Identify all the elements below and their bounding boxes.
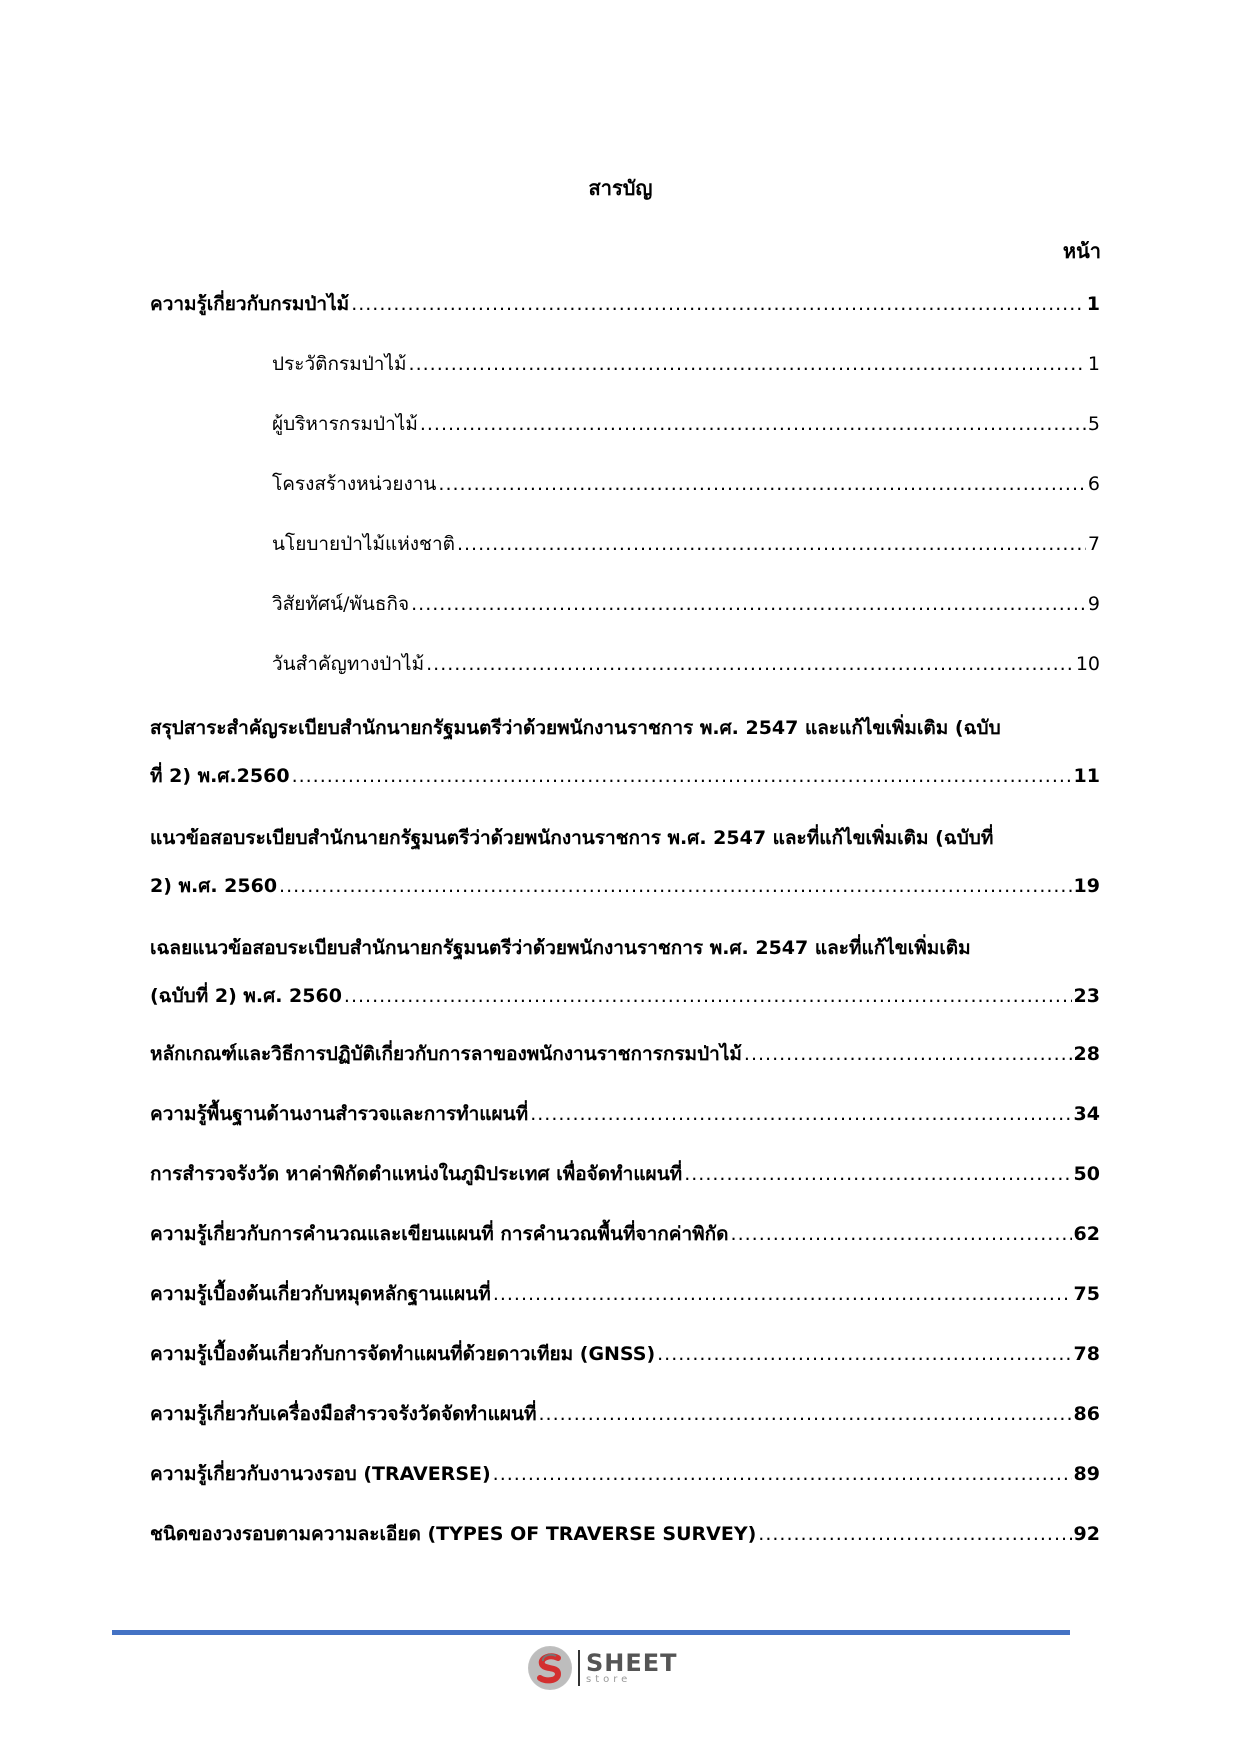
toc-sub-entry[interactable] [150,410,1100,438]
toc-entry-page: 23 [1073,985,1100,1007]
toc-entry-label: ความรู้เกี่ยวกับกรมป่าไม้ [150,293,350,315]
dot-leader [292,762,1072,790]
table-of-contents [150,290,1100,1580]
logo-divider [578,1650,580,1686]
toc-entry-label: 2) พ.ศ. 2560 [150,875,278,897]
toc-entry[interactable] [150,1040,1100,1068]
toc-entry[interactable] [150,1400,1100,1428]
toc-sub-entry[interactable] [150,530,1100,558]
dot-leader [539,1400,1072,1428]
toc-entry-page: 62 [1073,1223,1100,1245]
toc-entry[interactable] [150,1280,1100,1308]
toc-entry-label: ความรู้เบื้องต้นเกี่ยวกับหมุดหลักฐานแผนที่ [150,1283,491,1305]
toc-entry-label: ความรู้พื้นฐานด้านงานสำรวจและการทำแผนที่ [150,1103,529,1125]
page-number-column-header: หน้า [1062,239,1101,263]
dot-leader [530,1100,1071,1128]
toc-entry[interactable] [150,290,1100,318]
toc-entry-page: 5 [1087,413,1100,435]
dot-leader [493,1460,1072,1488]
toc-entry-page: 1 [1087,353,1100,375]
toc-entry-label: โครงสร้างหน่วยงาน [272,473,437,495]
toc-entry-label: ความรู้เกี่ยวกับงานวงรอบ (TRAVERSE) [150,1463,491,1485]
toc-entry[interactable] [150,1160,1100,1188]
toc-entry-page: 75 [1073,1283,1100,1305]
toc-entry[interactable] [150,820,1100,900]
toc-entry[interactable] [150,1220,1100,1248]
toc-sub-entry[interactable] [150,650,1100,678]
dot-leader [744,1040,1072,1068]
toc-entry-label: ผู้บริหารกรมป่าไม้ [272,413,418,435]
toc-entry-page: 6 [1087,473,1100,495]
toc-entry-page: 50 [1073,1163,1100,1185]
toc-entry-label: ความรู้เกี่ยวกับเครื่องมือสำรวจรังวัดจัดทำแผนที่ [150,1403,537,1425]
toc-sub-entry[interactable] [150,470,1100,498]
dot-leader [279,872,1072,900]
toc-entry-page: 7 [1087,533,1100,555]
logo-text [586,1651,678,1685]
toc-entry-page: 9 [1087,593,1100,615]
dot-leader [420,410,1086,438]
toc-entry-label: (ฉบับที่ 2) พ.ศ. 2560 [150,985,342,1007]
toc-sub-entry[interactable] [150,590,1100,618]
toc-entry-label: ประวัติกรมป่าไม้ [272,353,407,375]
dot-leader [409,350,1086,378]
toc-entry-page: 86 [1073,1403,1100,1425]
toc-entry-label: หลักเกณฑ์และวิธีการปฏิบัติเกี่ยวกับการลาของพนักงานราชการกรมป่าไม้ [150,1043,742,1065]
toc-entry[interactable] [150,1100,1100,1128]
dot-leader [411,590,1086,618]
toc-entry-label: ชนิดของวงรอบตามความละเอียด (TYPES OF TRAVERSE SURVEY) [150,1523,757,1545]
page-title: สารบัญ [588,176,653,200]
dot-leader [493,1280,1072,1308]
dot-leader [351,290,1085,318]
toc-entry-label-line1: สรุปสาระสำคัญระเบียบสำนักนายกรัฐมนตรีว่าด้วยพนักงานราชการ พ.ศ. 2547 และแก้ไขเพิ่มเติม (ฉบับ [150,717,1001,739]
toc-entry-label: การสำรวจรังวัด หาค่าพิกัดตำแหน่งในภูมิประเทศ เพื่อจัดทำแผนที่ [150,1163,683,1185]
logo-main-text: SHEET [586,1649,678,1677]
toc-entry-page: 28 [1073,1043,1100,1065]
toc-entry-page: 11 [1073,765,1100,787]
toc-entry-label: ที่ 2) พ.ศ.2560 [150,765,290,787]
toc-entry-page: 89 [1073,1463,1100,1485]
logo-sub-text: store [586,1674,632,1685]
toc-entry-label: ความรู้เบื้องต้นเกี่ยวกับการจัดทำแผนที่ด้วยดาวเทียม (GNSS) [150,1343,656,1365]
toc-entry[interactable] [150,1460,1100,1488]
sheet-store-logo [528,1646,678,1690]
toc-entry-page: 78 [1073,1343,1100,1365]
toc-entry-label: วันสำคัญทางป่าไม้ [272,653,425,675]
dot-leader [684,1160,1071,1188]
toc-entry-page: 1 [1086,293,1100,315]
toc-entry[interactable] [150,930,1100,1010]
toc-entry-page: 19 [1073,875,1100,897]
toc-entry-label: ความรู้เกี่ยวกับการคำนวณและเขียนแผนที่ การคำนวณพื้นที่จากค่าพิกัด [150,1223,729,1245]
toc-entry-page: 92 [1073,1523,1100,1545]
toc-entry-page: 34 [1073,1103,1100,1125]
sheet-store-logo-icon [528,1646,572,1690]
toc-entry-label-line1: แนวข้อสอบระเบียบสำนักนายกรัฐมนตรีว่าด้วยพนักงานราชการ พ.ศ. 2547 และที่แก้ไขเพิ่มเติม (ฉบับที่ [150,827,994,849]
toc-sub-entry[interactable] [150,350,1100,378]
toc-entry-label: นโยบายป่าไม้แห่งชาติ [272,533,455,555]
dot-leader [344,982,1072,1010]
dot-leader [438,470,1086,498]
toc-entry[interactable] [150,1340,1100,1368]
toc-entry[interactable] [150,1520,1100,1548]
dot-leader [657,1340,1071,1368]
toc-entry-label-line1: เฉลยแนวข้อสอบระเบียบสำนักนายกรัฐมนตรีว่าด้วยพนักงานราชการ พ.ศ. 2547 และที่แก้ไขเพิ่มเติม [150,937,971,959]
dot-leader [758,1520,1071,1548]
toc-entry-page: 10 [1075,653,1100,675]
dot-leader [731,1220,1072,1248]
toc-entry-label: วิสัยทัศน์/พันธกิจ [272,593,410,615]
toc-entry[interactable] [150,710,1100,790]
footer-rule [112,1630,1070,1635]
dot-leader [426,650,1074,678]
dot-leader [457,530,1086,558]
